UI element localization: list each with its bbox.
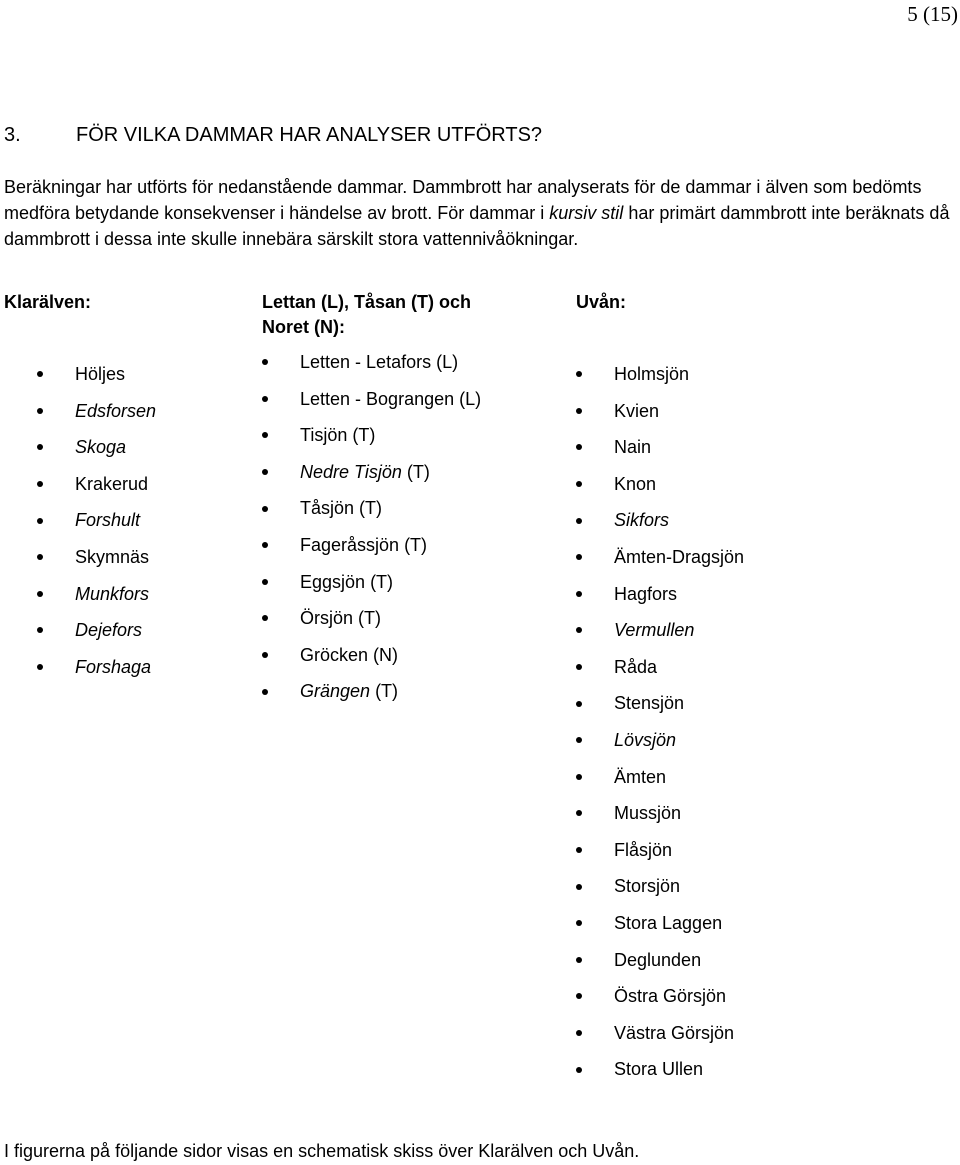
dam-river-code: (T): [365, 571, 394, 592]
bullet-icon: [37, 444, 43, 450]
bullet-icon: [37, 664, 43, 670]
column-title-lettan-line2: Noret (N):: [262, 317, 345, 337]
bullet-icon: [262, 359, 268, 365]
dam-river-code: (T): [353, 608, 381, 629]
bullet-icon: [262, 689, 268, 695]
bullet-icon: [576, 701, 582, 707]
dam-list-item: [576, 393, 744, 430]
dam-list-item: [576, 722, 744, 759]
bullet-icon: [262, 542, 268, 548]
dam-list-item: [37, 356, 156, 393]
dam-list-item: [37, 612, 156, 649]
bullet-icon: [576, 1030, 582, 1036]
bullet-icon: [576, 591, 582, 597]
dam-name: Munkfors: [75, 583, 150, 604]
dam-name: Deglunden: [614, 949, 702, 970]
dam-name: Östra Görsjön: [614, 986, 727, 1007]
column-title-klaralven: Klarälven:: [4, 292, 92, 312]
dam-name: Skymnäs: [75, 546, 150, 567]
dam-list-item: [262, 490, 481, 527]
bullet-icon: [576, 371, 582, 377]
dam-list-item: [37, 466, 156, 503]
dam-list-item: [262, 600, 481, 637]
dam-name: Knon: [614, 473, 657, 494]
bullet-icon: [576, 1067, 582, 1073]
dam-name: Höljes: [75, 364, 126, 384]
column-title-uvan: Uvån:: [576, 292, 627, 312]
dam-name: Råda: [614, 656, 658, 677]
dam-name: Eggsjön: [300, 571, 366, 592]
page-number: 5 (15): [907, 2, 958, 26]
dam-river-code: (L): [454, 388, 482, 409]
dam-list-item: [262, 454, 481, 491]
dam-list-item: [576, 649, 744, 686]
dam-list-item: [37, 502, 156, 539]
dam-name: Stora Laggen: [614, 912, 723, 933]
dam-list-item: [262, 637, 481, 674]
bullet-icon: [37, 554, 43, 560]
dam-list-item: [576, 576, 744, 613]
dam-list-item: [576, 832, 744, 869]
intro-text-end: har primärt dammbrott inte beräknats då dammbrott i dessa inte skulle innebära särskilt stora vattennivåökningar.: [4, 203, 950, 249]
dam-list-item: [576, 1051, 744, 1088]
uvan-dam-list: [576, 356, 744, 1088]
dam-list-item: [37, 539, 156, 576]
dam-river-code: (N): [368, 644, 399, 665]
bullet-icon: [262, 506, 268, 512]
bullet-icon: [576, 847, 582, 853]
dam-name: Holmsjön: [614, 364, 690, 384]
dam-list-item: [576, 942, 744, 979]
dam-list-item: [576, 612, 744, 649]
dam-list-item: [576, 502, 744, 539]
dam-name: Nain: [614, 437, 652, 458]
dam-list-item: [262, 673, 481, 710]
dam-name: Krakerud: [75, 473, 149, 494]
dam-name: Ämten: [614, 766, 667, 787]
klaralven-dam-list: [37, 356, 156, 685]
dam-list-item: [576, 356, 744, 393]
dam-name: Storsjön: [614, 876, 681, 897]
dam-name: Örsjön: [300, 608, 354, 629]
bullet-icon: [576, 627, 582, 633]
dam-name: Edsforsen: [75, 400, 157, 421]
dam-list-item: [262, 527, 481, 564]
bullet-icon: [262, 579, 268, 585]
dam-name: Gröcken: [300, 644, 369, 665]
bullet-icon: [37, 408, 43, 414]
bullet-icon: [37, 518, 43, 524]
section-title: FÖR VILKA DAMMAR HAR ANALYSER UTFÖRTS?: [76, 124, 543, 146]
bullet-icon: [576, 993, 582, 999]
column-title-lettan-line1: Lettan (L), Tåsan (T) och: [262, 292, 471, 312]
bullet-icon: [262, 396, 268, 402]
dam-name: Mussjön: [614, 803, 682, 824]
dam-river-code: (T): [401, 461, 430, 482]
bullet-icon: [262, 469, 268, 475]
dam-list-item: [37, 429, 156, 466]
dam-list-item: [576, 795, 744, 832]
dam-name: Tåsjön: [300, 498, 355, 519]
bullet-icon: [576, 444, 582, 450]
dam-name: Tisjön: [300, 425, 348, 446]
dam-list-item: [37, 576, 156, 613]
bullet-icon: [576, 810, 582, 816]
dam-name: Forshaga: [75, 656, 152, 677]
dam-name: Letten - Bograngen: [300, 388, 455, 409]
intro-text-start: Beräkningar har utförts för nedanstående dammar. Dammbrott har analyserats för de dammar i älven som bedömts medföra betydande konsekvenser i händelse av brott. För dammar i: [4, 177, 922, 223]
bullet-icon: [37, 591, 43, 597]
bullet-icon: [37, 481, 43, 487]
dam-name: Lövsjön: [614, 729, 677, 750]
intro-italic-phrase: kursiv stil: [549, 203, 624, 223]
dam-list-item: [576, 978, 744, 1015]
dam-list-item: [37, 393, 156, 430]
bullet-icon: [576, 481, 582, 487]
dam-list-item: [262, 564, 481, 601]
dam-river-code: (T): [354, 498, 383, 519]
dam-name: Ämten-Dragsjön: [614, 546, 745, 567]
dam-name: Letten - Letafors: [300, 352, 432, 372]
footer-note: I figurerna på följande sidor visas en schematisk skiss över Klarälven och Uvån.: [4, 1141, 640, 1161]
dam-river-code: (T): [347, 425, 376, 446]
dam-name: Nedre Tisjön: [300, 461, 402, 482]
dam-list-item: [576, 466, 744, 503]
column-title-lettan: [262, 290, 471, 340]
bullet-icon: [576, 774, 582, 780]
dam-name: Skoga: [75, 437, 127, 458]
bullet-icon: [576, 518, 582, 524]
dam-list-item: [576, 685, 744, 722]
dam-river-code: (T): [370, 681, 399, 702]
dam-list-item: [576, 1015, 744, 1052]
dam-list-item: [262, 344, 481, 381]
dam-name: Kvien: [614, 400, 660, 421]
dam-name: Forshult: [75, 510, 141, 531]
bullet-icon: [576, 920, 582, 926]
dam-name: Stensjön: [614, 693, 685, 714]
bullet-icon: [37, 627, 43, 633]
bullet-icon: [576, 408, 582, 414]
dam-name: Flåsjön: [614, 839, 673, 860]
bullet-icon: [262, 432, 268, 438]
dam-name: Dejefors: [75, 620, 143, 641]
lettan-dam-list: [262, 344, 481, 710]
bullet-icon: [262, 652, 268, 658]
dam-list-item: [262, 381, 481, 418]
bullet-icon: [37, 371, 43, 377]
dam-name: Västra Görsjön: [614, 1022, 735, 1043]
dam-list-item: [576, 759, 744, 796]
dam-name: Grängen: [300, 681, 371, 702]
section-number: 3.: [4, 124, 21, 146]
dam-list-item: [576, 905, 744, 942]
bullet-icon: [576, 957, 582, 963]
dam-list-item: [576, 868, 744, 905]
dam-list-item: [262, 417, 481, 454]
bullet-icon: [262, 615, 268, 621]
intro-paragraph: [4, 174, 954, 252]
bullet-icon: [576, 884, 582, 890]
bullet-icon: [576, 737, 582, 743]
dam-name: Sikfors: [614, 510, 670, 531]
section-heading: [4, 124, 542, 147]
bullet-icon: [576, 664, 582, 670]
dam-name: Stora Ullen: [614, 1059, 704, 1080]
dam-name: Vermullen: [614, 620, 695, 641]
dam-river-code: (L): [431, 352, 459, 372]
dam-list-item: [37, 649, 156, 686]
dam-list-item: [576, 429, 744, 466]
dam-name: Fageråssjön: [300, 534, 400, 555]
dam-list-item: [576, 539, 744, 576]
dam-river-code: (T): [399, 534, 428, 555]
bullet-icon: [576, 554, 582, 560]
dam-name: Hagfors: [614, 583, 678, 604]
